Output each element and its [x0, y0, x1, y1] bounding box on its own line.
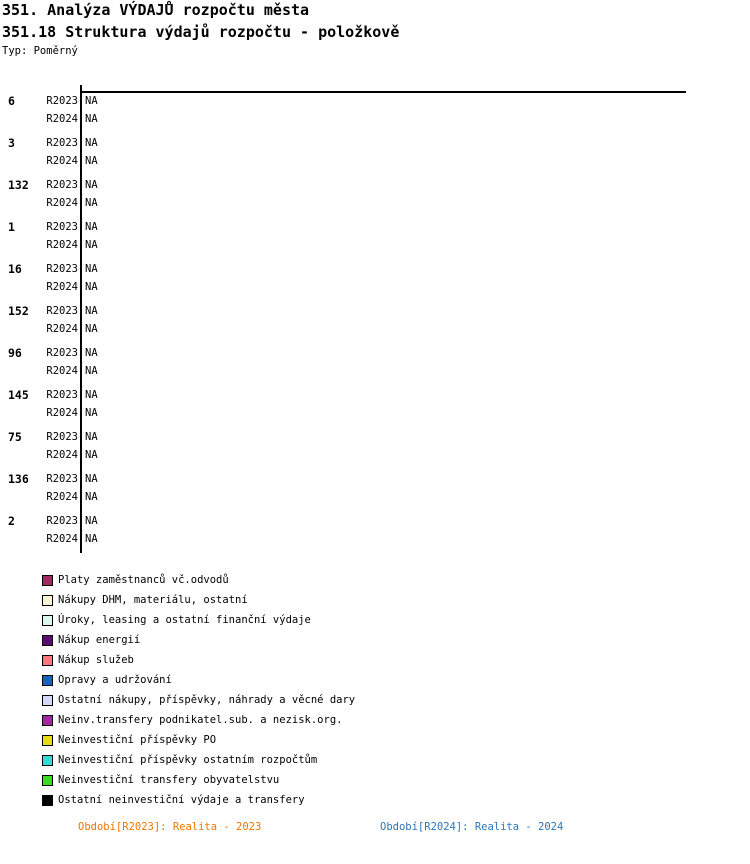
legend-item-label: Neinvestiční transfery obyvatelstvu: [58, 774, 280, 786]
legend-item-label: Úroky, leasing a ostatní finanční výdaje: [58, 614, 311, 626]
bar-group-label: 16: [8, 262, 22, 276]
row-period-label: R2024: [46, 407, 78, 419]
bar-group-label: 132: [8, 178, 29, 192]
row-value: NA: [85, 407, 98, 419]
row-period-label: R2023: [46, 221, 78, 233]
row-period-label: R2023: [46, 473, 78, 485]
row-period-label: R2024: [46, 323, 78, 335]
legend-swatch: [42, 755, 53, 766]
row-period-label: R2024: [46, 491, 78, 503]
legend-swatch: [42, 575, 53, 586]
legend-swatch: [42, 635, 53, 646]
row-period-label: R2023: [46, 305, 78, 317]
row-value: NA: [85, 263, 98, 275]
row-period-label: R2023: [46, 179, 78, 191]
legend-item-label: Nákupy DHM, materiálu, ostatní: [58, 594, 248, 606]
row-period-label: R2023: [46, 95, 78, 107]
row-value: NA: [85, 389, 98, 401]
chart-subtitle: 351.18 Struktura výdajů rozpočtu - položkově: [2, 23, 400, 41]
legend-item-label: Platy zaměstnanců vč.odvodů: [58, 574, 229, 586]
row-value: NA: [85, 449, 98, 461]
legend-item-label: Neinv.transfery podnikatel.sub. a nezisk.org.: [58, 714, 343, 726]
legend-item-label: Ostatní nákupy, příspěvky, náhrady a věcné dary: [58, 694, 356, 706]
row-value: NA: [85, 431, 98, 443]
row-period-label: R2023: [46, 515, 78, 527]
chart-type-label: Typ: Poměrný: [2, 45, 78, 57]
legend-swatch: [42, 695, 53, 706]
legend-item-label: Ostatní neinvestiční výdaje a transfery: [58, 794, 305, 806]
bar-group-label: 6: [8, 94, 15, 108]
bar-group-label: 136: [8, 472, 29, 486]
row-period-label: R2024: [46, 533, 78, 545]
row-value: NA: [85, 155, 98, 167]
row-value: NA: [85, 239, 98, 251]
row-period-label: R2023: [46, 137, 78, 149]
legend-swatch: [42, 615, 53, 626]
legend-swatch: [42, 655, 53, 666]
legend-item-label: Nákup energií: [58, 634, 141, 646]
row-value: NA: [85, 137, 98, 149]
legend-swatch: [42, 715, 53, 726]
bar-group-label: 152: [8, 304, 29, 318]
bar-group-label: 145: [8, 388, 29, 402]
row-period-label: R2023: [46, 263, 78, 275]
legend-swatch: [42, 735, 53, 746]
row-period-label: R2023: [46, 389, 78, 401]
legend-item-label: Neinvestiční příspěvky PO: [58, 734, 217, 746]
row-value: NA: [85, 323, 98, 335]
legend-item-label: Nákup služeb: [58, 654, 134, 666]
row-period-label: R2024: [46, 449, 78, 461]
row-value: NA: [85, 515, 98, 527]
top-axis-line: [81, 91, 686, 93]
row-value: NA: [85, 113, 98, 125]
bar-group-label: 3: [8, 136, 15, 150]
row-period-label: R2024: [46, 197, 78, 209]
row-value: NA: [85, 491, 98, 503]
row-value: NA: [85, 281, 98, 293]
row-value: NA: [85, 533, 98, 545]
row-value: NA: [85, 179, 98, 191]
footer-period-right: Období[R2024]: Realita - 2024: [380, 821, 564, 833]
row-period-label: R2024: [46, 365, 78, 377]
row-period-label: R2024: [46, 155, 78, 167]
legend-swatch: [42, 775, 53, 786]
row-value: NA: [85, 347, 98, 359]
row-value: NA: [85, 95, 98, 107]
legend-swatch: [42, 795, 53, 806]
bar-group-label: 1: [8, 220, 15, 234]
row-value: NA: [85, 221, 98, 233]
left-axis-line: [80, 85, 82, 553]
row-period-label: R2024: [46, 281, 78, 293]
row-value: NA: [85, 473, 98, 485]
legend-item-label: Neinvestiční příspěvky ostatním rozpočtům: [58, 754, 318, 766]
bar-group-label: 96: [8, 346, 22, 360]
legend-swatch: [42, 595, 53, 606]
legend-item-label: Opravy a udržování: [58, 674, 172, 686]
row-period-label: R2024: [46, 113, 78, 125]
row-value: NA: [85, 305, 98, 317]
row-period-label: R2024: [46, 239, 78, 251]
row-period-label: R2023: [46, 431, 78, 443]
row-value: NA: [85, 365, 98, 377]
row-value: NA: [85, 197, 98, 209]
chart-title: 351. Analýza VÝDAJŮ rozpočtu města: [2, 1, 310, 19]
legend-swatch: [42, 675, 53, 686]
row-period-label: R2023: [46, 347, 78, 359]
bar-group-label: 75: [8, 430, 22, 444]
footer-period-left: Období[R2023]: Realita - 2023: [78, 821, 262, 833]
bar-group-label: 2: [8, 514, 15, 528]
